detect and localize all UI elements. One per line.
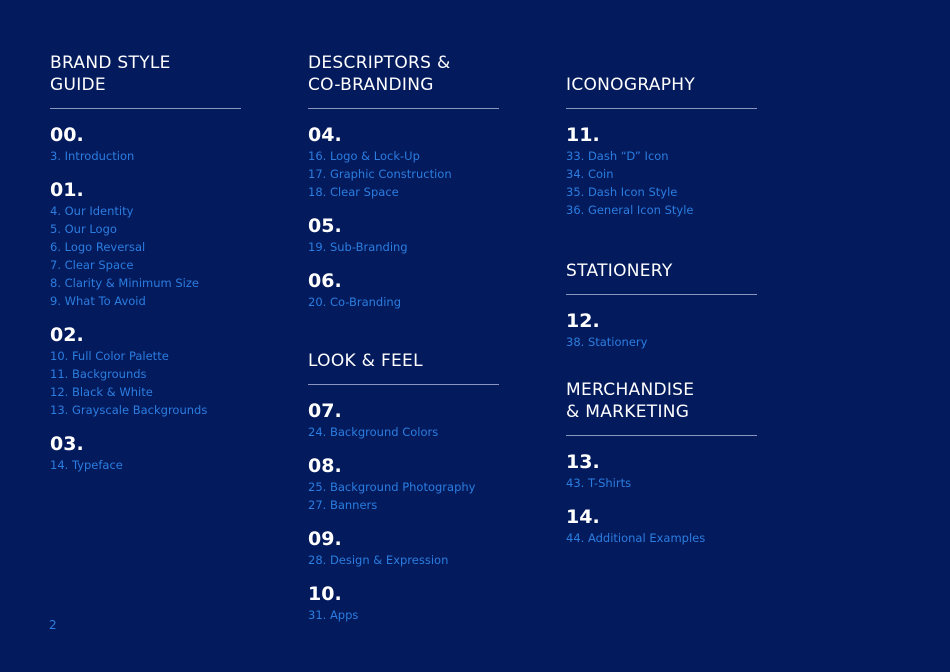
toc-link[interactable]: 11. Backgrounds (50, 367, 147, 381)
page-number: 2 (49, 618, 57, 632)
chapter-number: 01. (50, 179, 84, 201)
toc-link[interactable]: 5. Our Logo (50, 222, 117, 236)
section-title: ICONOGRAPHY (566, 75, 696, 95)
toc-link[interactable]: 20. Co-Branding (308, 295, 401, 309)
toc-link[interactable]: 24. Background Colors (308, 425, 439, 439)
chapter-number: 12. (566, 310, 600, 332)
section-title: STATIONERY (566, 261, 673, 281)
section-title: MERCHANDISE & MARKETING (566, 380, 695, 422)
toc-link[interactable]: 12. Black & White (50, 385, 153, 399)
toc-link[interactable]: 35. Dash Icon Style (566, 185, 678, 199)
toc-link[interactable]: 18. Clear Space (308, 185, 399, 199)
toc-link[interactable]: 6. Logo Reversal (50, 240, 146, 254)
chapter-number: 07. (308, 400, 342, 422)
toc-link[interactable]: 17. Graphic Construction (308, 167, 452, 181)
toc-link[interactable]: 25. Background Photography (308, 480, 476, 494)
divider (50, 108, 241, 109)
divider (308, 108, 499, 109)
toc-link[interactable]: 8. Clarity & Minimum Size (50, 276, 199, 290)
toc-link[interactable]: 33. Dash “D” Icon (566, 149, 669, 163)
toc-link[interactable]: 34. Coin (566, 167, 614, 181)
toc-link[interactable]: 9. What To Avoid (50, 294, 146, 308)
toc-link[interactable]: 13. Grayscale Backgrounds (50, 403, 208, 417)
toc-link[interactable]: 44. Additional Examples (566, 531, 706, 545)
toc-column-3 (566, 74, 757, 547)
section-stationery (566, 260, 757, 351)
chapter-number: 05. (308, 215, 342, 237)
divider (566, 108, 757, 109)
chapter-number: 04. (308, 124, 342, 146)
toc-link[interactable]: 36. General Icon Style (566, 203, 694, 217)
toc-link[interactable]: 31. Apps (308, 608, 359, 622)
chapter-number: 11. (566, 124, 600, 146)
chapter-number: 00. (50, 124, 84, 146)
toc-link[interactable]: 43. T-Shirts (566, 476, 632, 490)
section-brand-style-guide (50, 52, 241, 474)
section-descriptors-co-branding (308, 52, 499, 311)
toc-link[interactable]: 4. Our Identity (50, 204, 134, 218)
toc-column-2 (308, 52, 499, 624)
toc-link[interactable]: 38. Stationery (566, 335, 648, 349)
section-iconography (566, 74, 757, 219)
toc-link[interactable]: 14. Typeface (50, 458, 123, 472)
toc-link[interactable]: 28. Design & Expression (308, 553, 449, 567)
divider (566, 435, 757, 436)
section-title: LOOK & FEEL (308, 351, 423, 371)
chapter-number: 06. (308, 270, 342, 292)
toc-link[interactable]: 19. Sub-Branding (308, 240, 408, 254)
divider (566, 294, 757, 295)
chapter-number: 03. (50, 433, 84, 455)
toc-link[interactable]: 10. Full Color Palette (50, 349, 169, 363)
section-merchandise-marketing (566, 379, 757, 547)
chapter-number: 10. (308, 583, 342, 605)
toc-link[interactable]: 3. Introduction (50, 149, 135, 163)
chapter-number: 14. (566, 506, 600, 528)
toc-link[interactable]: 7. Clear Space (50, 258, 134, 272)
section-title: DESCRIPTORS & CO-BRANDING (308, 53, 451, 95)
chapter-number: 02. (50, 324, 84, 346)
toc-column-1 (50, 52, 241, 474)
chapter-number: 09. (308, 528, 342, 550)
section-look-feel (308, 350, 499, 624)
divider (308, 384, 499, 385)
toc-link[interactable]: 27. Banners (308, 498, 378, 512)
toc-link[interactable]: 16. Logo & Lock-Up (308, 149, 420, 163)
chapter-number: 13. (566, 451, 600, 473)
chapter-number: 08. (308, 455, 342, 477)
section-title: BRAND STYLE GUIDE (50, 53, 171, 95)
